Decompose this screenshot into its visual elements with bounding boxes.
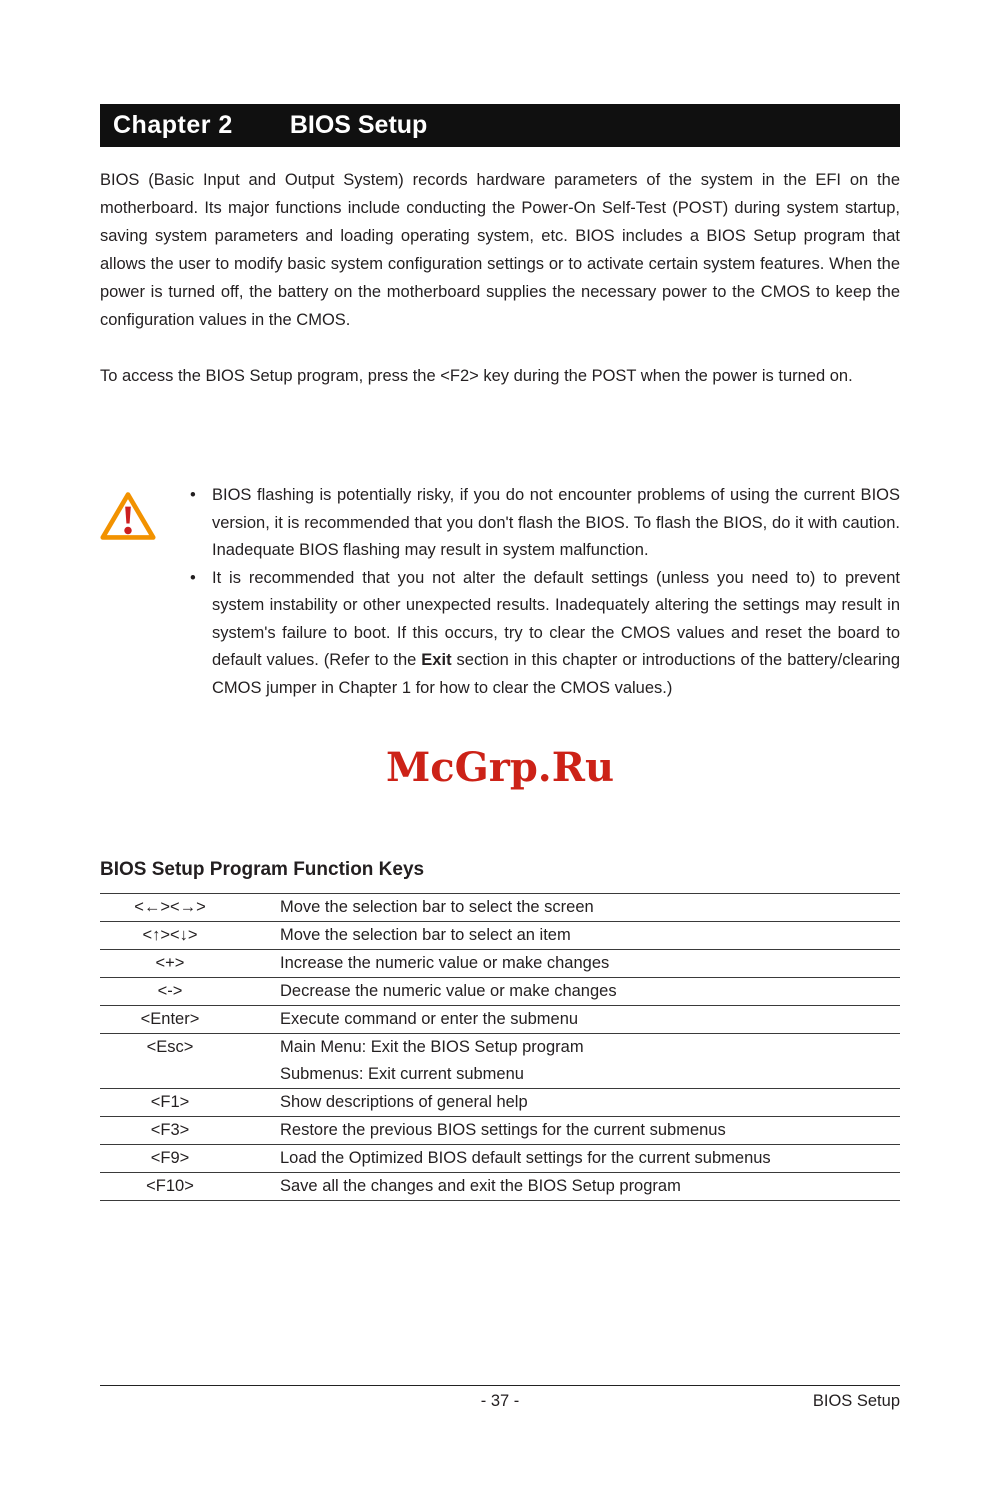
function-key: <←><→> [134, 898, 206, 916]
warning-bullet-text [212, 565, 900, 703]
page-number: - 37 - [480, 1392, 520, 1410]
bullet-text-pre: It is recommended that you not alter the default settings (unless you need to) to prevent system instability or other unexpected results. Inadequately altering the settings may result in system's failure to boot. If this occurs, try to clear the CMOS values and reset the board to default values. (Refer to the [212, 568, 900, 669]
function-key: <-> [157, 982, 183, 1000]
description-line: Move the selection bar to select the screen [280, 898, 594, 916]
function-key-description [240, 953, 900, 973]
description-line: Main Menu: Exit the BIOS Setup program [280, 1038, 584, 1056]
function-keys-heading: BIOS Setup Program Function Keys [100, 859, 425, 880]
page-content [0, 104, 1000, 1201]
description-line: Save all the changes and exit the BIOS Setup program [280, 1177, 681, 1195]
description-line: Show descriptions of general help [280, 1093, 528, 1111]
list-item [190, 565, 900, 703]
function-key-description [240, 1176, 900, 1196]
function-key-description [240, 1148, 900, 1168]
table-row [100, 1116, 900, 1144]
description-line: Restore the previous BIOS settings for the current submenus [280, 1121, 726, 1139]
table-row [100, 1172, 900, 1201]
function-key: <↑><↓> [142, 926, 198, 944]
chapter-title: BIOS Setup [289, 111, 428, 139]
chapter-header-bar [100, 104, 900, 147]
function-key: <F3> [150, 1121, 190, 1139]
description-line: Move the selection bar to select an item [280, 926, 571, 944]
table-row [100, 977, 900, 1005]
table-row [100, 921, 900, 949]
watermark-text: McGrp.Ru [385, 744, 615, 791]
function-key-description [240, 925, 900, 945]
function-key: <F1> [150, 1093, 190, 1111]
bullet-marker: • [190, 486, 196, 504]
description-line: Decrease the numeric value or make changes [280, 982, 617, 1000]
function-key-description [240, 1009, 900, 1029]
access-paragraph: To access the BIOS Setup program, press the <F2> key during the POST when the power is turned on. [100, 367, 853, 385]
function-key: <F10> [146, 1177, 194, 1195]
table-row [100, 1144, 900, 1172]
intro-paragraph: BIOS (Basic Input and Output System) records hardware parameters of the system in the EFI on the motherboard. Its major functions include conducting the Power-On Self-Test (POST) during system startup, saving system parameters and loading operating system, etc. BIOS includes a BIOS Setup program that allows the user to modify basic system configuration settings or to activate certain system features. When the power is turned off, the battery on the motherboard supplies the necessary power to the CMOS to keep the configuration values in the CMOS. [100, 171, 900, 329]
list-item [190, 482, 900, 565]
chapter-number: Chapter 2 [113, 111, 233, 139]
page-footer [100, 1385, 900, 1415]
description-line: Increase the numeric value or make changes [280, 954, 610, 972]
bullet-text-post: section in this chapter or introductions of the battery/clearing CMOS jumper in Chapter 1 for how to clear the CMOS values.) [212, 651, 901, 697]
table-row [100, 1005, 900, 1033]
bullet-text-bold: Exit [421, 651, 452, 669]
function-key: <Enter> [140, 1010, 200, 1028]
description-line: Submenus: Exit current submenu [280, 1065, 524, 1083]
function-key: <+> [155, 954, 185, 972]
bullet-marker: • [190, 568, 196, 587]
function-keys-table [100, 893, 900, 1201]
table-row [100, 893, 900, 921]
description-line: Execute command or enter the submenu [280, 1010, 579, 1028]
function-key-description [240, 1120, 900, 1140]
function-key-description [240, 981, 900, 1001]
function-key-description [240, 1092, 900, 1112]
table-row [100, 949, 900, 977]
function-key: <F9> [150, 1149, 190, 1167]
table-row [100, 1033, 900, 1088]
description-line: Load the Optimized BIOS default settings for the current submenus [280, 1149, 771, 1167]
footer-section-title: BIOS Setup [812, 1392, 900, 1410]
warning-icon-column [100, 482, 166, 702]
warning-bullet-text: BIOS flashing is potentially risky, if you do not encounter problems of using the current BIOS version, it is recommended that you don't flash the BIOS. To flash the BIOS, do it with caution. Inadequate BIOS flashing may result in system malfunction. [212, 486, 900, 559]
function-key: <Esc> [146, 1038, 194, 1056]
warning-bullet-list [190, 482, 900, 702]
table-row [100, 1088, 900, 1116]
function-key-description [240, 897, 900, 917]
warning-block [100, 482, 900, 702]
warning-triangle-icon [100, 529, 156, 546]
function-key-description [240, 1037, 900, 1084]
